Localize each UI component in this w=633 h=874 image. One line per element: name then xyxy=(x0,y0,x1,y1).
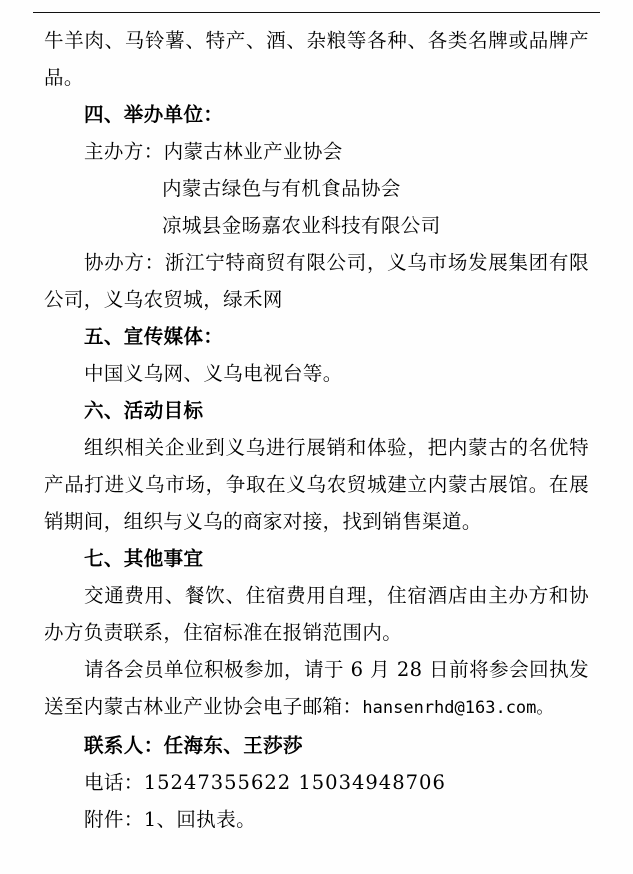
paragraph-organizer-main-2: 内蒙古绿色与有机食品协会 xyxy=(162,177,401,200)
paragraph-organizer-main: 主办方：内蒙古林业产业协会 xyxy=(84,140,343,163)
heading-section-six: 六、活动目标 xyxy=(84,399,204,422)
paragraph-goal-body: 组织相关企业到义乌进行展销和体验，把内蒙古的名优特产品打进义乌市场，争取在义乌农贸城建立内蒙古展馆。在展销期间，组织与义乌的商家对接，找到销售渠道。 xyxy=(44,436,589,533)
heading-section-seven: 七、其他事宜 xyxy=(84,547,204,570)
contact-email: hansenrhd@163.com。 xyxy=(362,698,554,718)
paragraph-intro-continued: 牛羊肉、马铃薯、特产、酒、杂粮等各种、各类名牌或品牌产品。 xyxy=(44,29,589,89)
header-rule xyxy=(33,12,600,13)
heading-section-four: 四、举办单位： xyxy=(84,103,224,126)
contacts-line: 联系人：任海东、王莎莎 xyxy=(84,734,303,757)
paragraph-reply-instruction xyxy=(44,651,589,727)
paragraph-organizer-co: 协办方：浙江宁特商贸有限公司，义乌市场发展集团有限公司，义乌农贸城，绿禾网 xyxy=(44,251,589,311)
reply-instruction-text: 请各会员单位积极参加，请于 6 月 28 日前将参会回执发送至内蒙古林业产业协会电子邮箱： xyxy=(44,658,589,718)
paragraph-organizer-main-3: 凉城县金旸嘉农业科技有限公司 xyxy=(162,214,441,237)
attachment-line: 附件：1、回执表。 xyxy=(84,808,257,831)
heading-section-five: 五、宣传媒体： xyxy=(84,325,224,348)
paragraph-other-expenses: 交通费用、餐饮、住宿费用自理，住宿酒店由主办方和协办方负责联系，住宿标准在报销范围内。 xyxy=(44,584,589,644)
paragraph-media-list: 中国义乌网、义乌电视台等。 xyxy=(84,362,343,385)
phone-label: 电话： xyxy=(84,771,144,794)
phone-line xyxy=(44,764,589,801)
phone-numbers: 15247355622 15034948706 xyxy=(143,771,446,794)
